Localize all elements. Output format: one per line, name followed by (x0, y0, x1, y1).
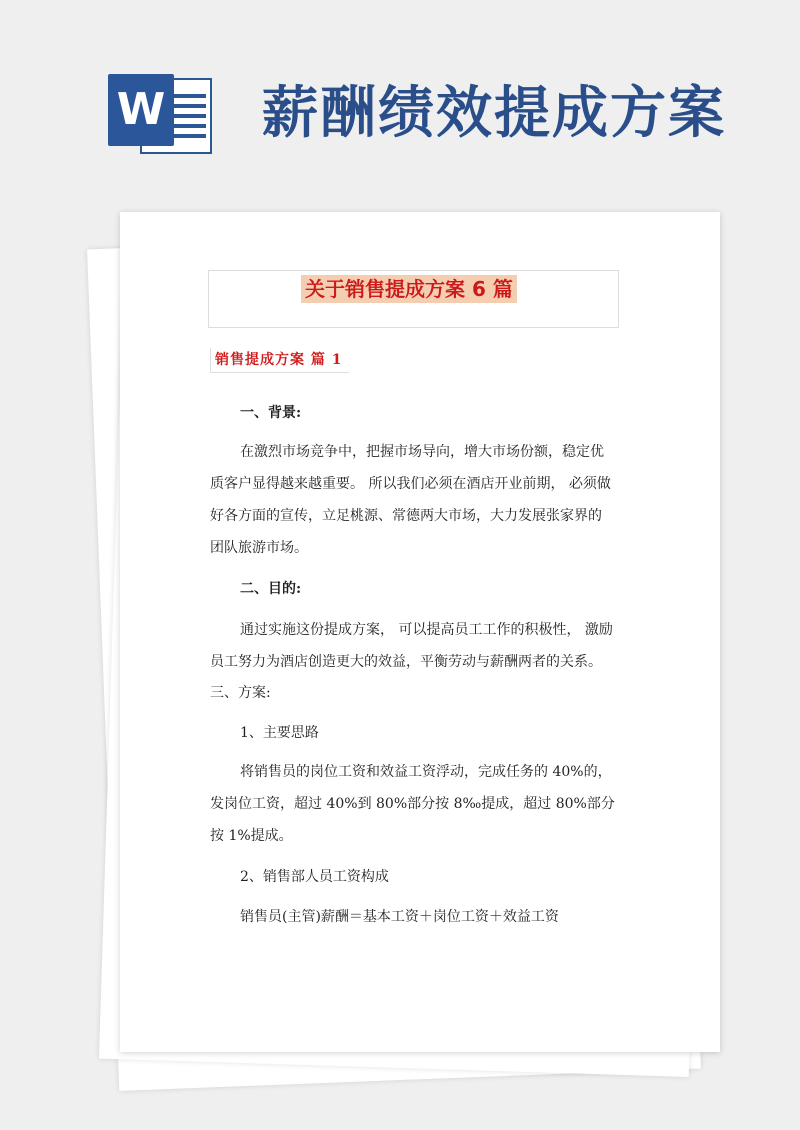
paragraph-line: 团队旅游市场。 (210, 540, 308, 556)
paragraph-background (210, 436, 611, 564)
salary-formula: 销售员(主管)薪酬＝基本工资＋岗位工资＋效益工资 (240, 909, 559, 925)
paragraph-line: 按 1%提成。 (210, 828, 293, 844)
paragraph-line: 好各方面的宣传，立足桃源、常德两大市场，大力发展张家界的 (210, 508, 602, 524)
paragraph-main-idea (210, 756, 615, 852)
banner-title: 薪酬绩效提成方案 (262, 81, 726, 146)
subheading-main-idea: 1、主要思路 (240, 725, 319, 741)
paragraph-line: 在激烈市场竞争中，把握市场导向，增大市场份额，稳定优 (240, 444, 604, 460)
document-title: 关于销售提成方案 6 篇 (301, 275, 517, 303)
document-page (120, 212, 720, 1052)
heading-purpose: 二、目的: (240, 581, 302, 597)
title-box (208, 270, 619, 328)
word-logo-letter: W (108, 74, 174, 146)
paragraph-line: 发岗位工资，超过 40%到 80%部分按 8‰提成，超过 80%部分 (210, 796, 615, 812)
paragraph-line: 员工努力为酒店创造更大的效益，平衡劳动与薪酬两者的关系。 (210, 654, 602, 670)
heading-background: 一、背景: (240, 405, 302, 421)
subheading-salary-structure: 2、销售部人员工资构成 (240, 869, 389, 885)
paragraph-line: 通过实施这份提成方案， 可以提高员工工作的积极性， 激励 (240, 622, 613, 638)
banner (0, 0, 800, 200)
paragraph-purpose (210, 614, 613, 678)
heading-plan: 三、方案: (210, 685, 271, 701)
section-title: 销售提成方案 篇 1 (210, 348, 349, 373)
paragraph-line: 质客户显得越来越重要。 所以我们必须在酒店开业前期， 必须做 (210, 476, 611, 492)
word-icon (108, 74, 214, 154)
paragraph-line: 将销售员的岗位工资和效益工资浮动，完成任务的 40%的， (240, 764, 612, 780)
